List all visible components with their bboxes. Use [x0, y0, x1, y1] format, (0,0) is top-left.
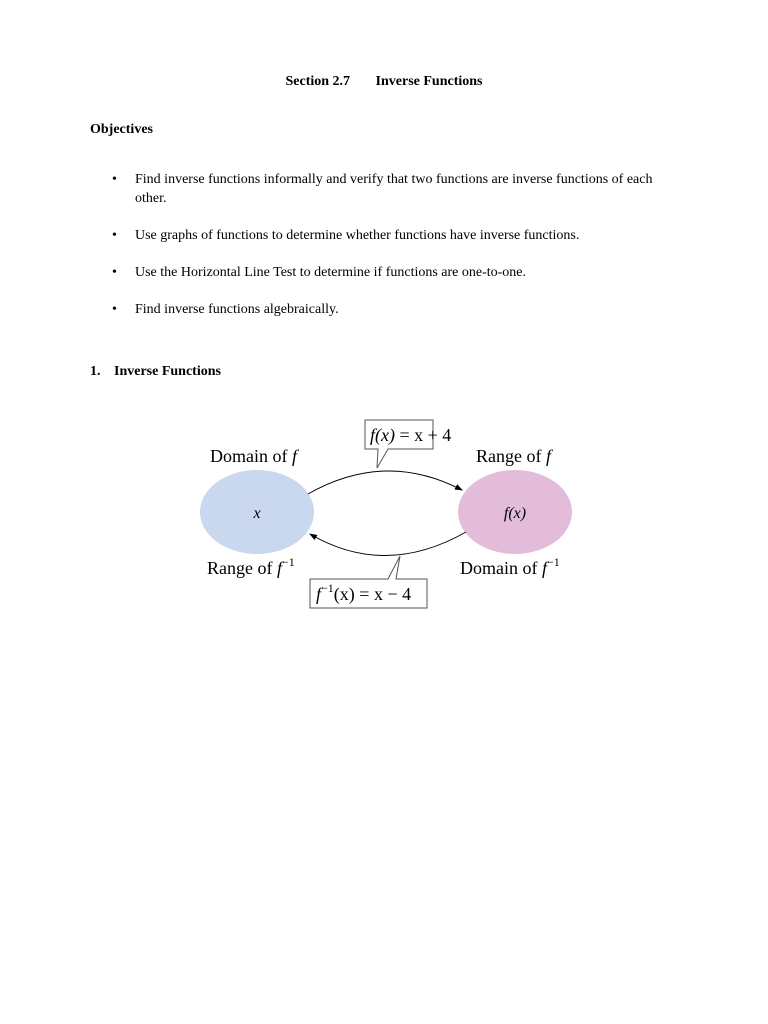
domain-of-finv-label	[460, 555, 560, 578]
bullet-icon: •	[112, 265, 117, 280]
inverse-function-callout	[310, 556, 427, 608]
range-of-f-symbol: f	[545, 446, 551, 466]
domain-of-f-label	[210, 446, 300, 466]
range-of-finv-label	[207, 555, 295, 578]
bullet-icon: •	[112, 302, 117, 317]
range-of-finv-exponent: −1	[282, 555, 295, 569]
objective-text: Find inverse functions informally and verify that two functions are inverse functions of each other.	[135, 172, 653, 206]
objective-text: Use the Horizontal Line Test to determine if functions are one-to-one.	[135, 265, 527, 280]
inverse-arrow	[310, 532, 466, 556]
bullet-icon: •	[112, 172, 117, 187]
inverse-function-arg: (x)	[333, 584, 355, 604]
forward-function-text	[370, 425, 451, 446]
ellipse-label-x: x	[253, 505, 261, 522]
bullet-icon: •	[112, 228, 117, 243]
list-item	[90, 263, 680, 282]
inverse-function-symbol: f	[316, 584, 322, 604]
objectives-heading: Objectives	[90, 122, 153, 137]
forward-function-eq: = x + 4	[394, 425, 452, 445]
inverse-function-eq: = x − 4	[354, 584, 412, 604]
section-heading-number: 1.	[90, 364, 101, 379]
domain-of-finv-prefix: Domain of	[460, 558, 542, 578]
domain-of-f-symbol: f	[291, 446, 297, 466]
objective-text: Use graphs of functions to determine whether functions have inverse functions.	[135, 228, 580, 243]
domain-of-f-prefix: Domain of	[210, 446, 292, 466]
list-item	[90, 170, 680, 208]
forward-arrow	[308, 471, 462, 494]
range-of-f-prefix: Range of	[476, 446, 546, 466]
domain-of-finv-exponent: −1	[547, 555, 560, 569]
range-of-finv-symbol: f	[276, 558, 282, 578]
domain-of-finv-symbol: f	[541, 558, 547, 578]
section-heading	[90, 364, 221, 380]
list-item	[90, 226, 680, 245]
section-number: Section 2.7	[285, 74, 351, 89]
page-title	[0, 74, 768, 90]
objective-text: Find inverse functions algebraically.	[135, 302, 339, 317]
list-item	[90, 300, 680, 319]
section-title: Inverse Functions	[375, 74, 483, 89]
inverse-function-diagram	[190, 410, 590, 620]
ellipse-label-fx: f(x)	[503, 505, 527, 522]
section-heading-title: Inverse Functions	[114, 364, 221, 379]
range-of-finv-prefix: Range of	[207, 558, 277, 578]
range-of-f-label	[476, 446, 554, 466]
forward-function-callout	[365, 420, 451, 468]
objectives-list	[90, 170, 680, 337]
inverse-function-exponent: −1	[321, 581, 334, 595]
forward-function-fx: f(x)	[370, 425, 395, 445]
